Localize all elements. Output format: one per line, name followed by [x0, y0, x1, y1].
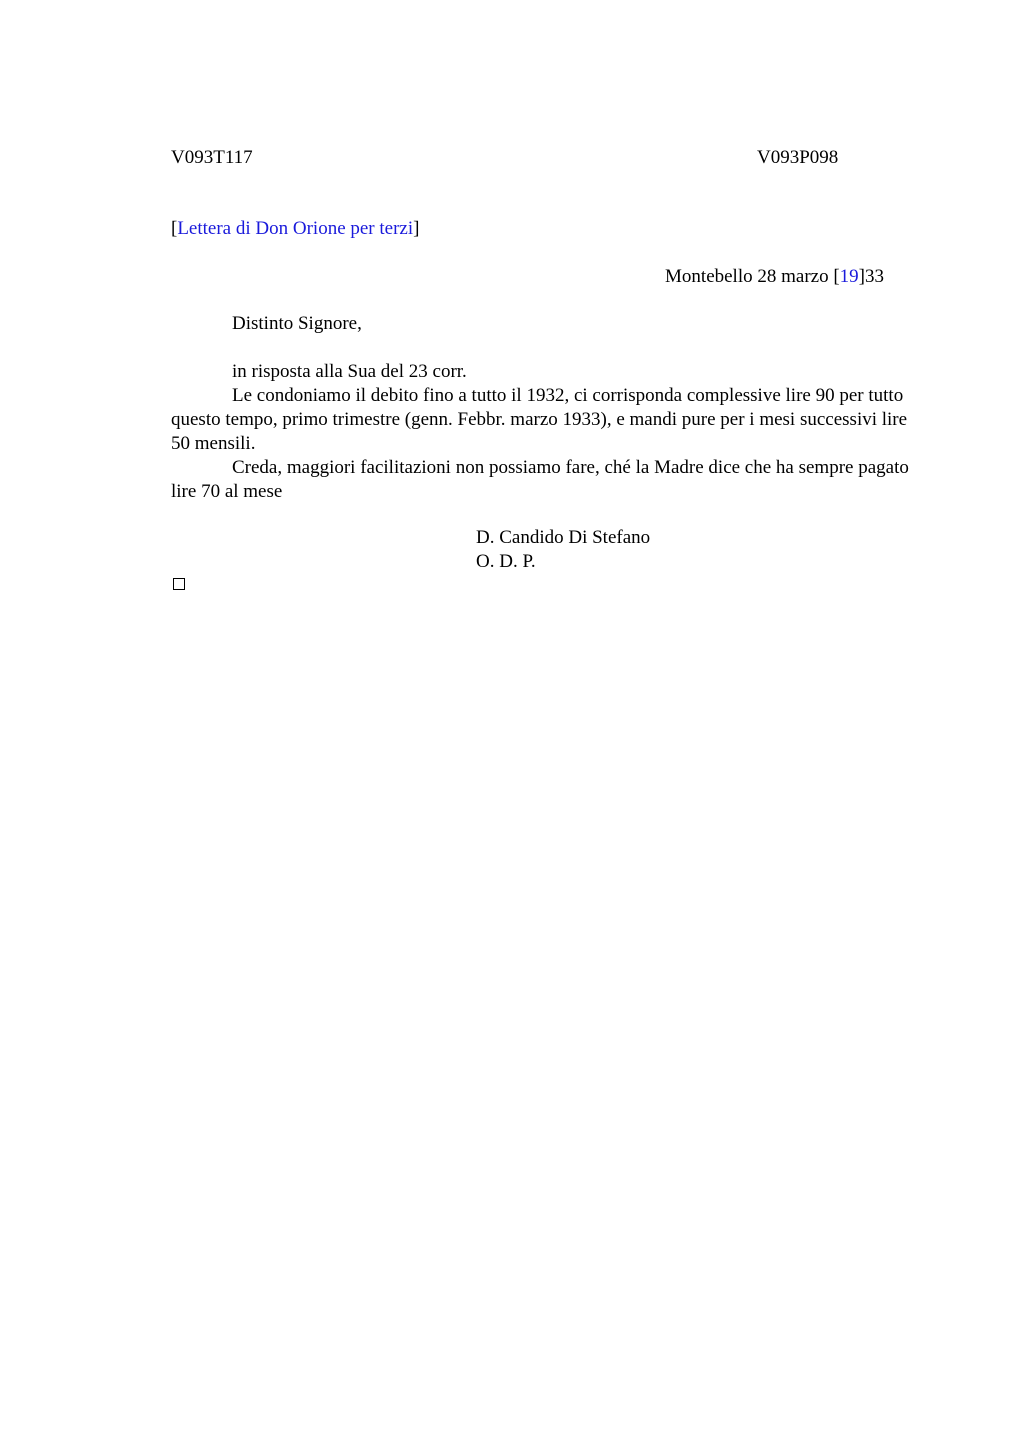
dateline-year: ]33 [858, 266, 884, 287]
signature-order: O. D. P. [476, 551, 536, 572]
title-close-bracket: ] [413, 218, 420, 239]
end-marker-box-icon [173, 578, 185, 590]
paragraph: Le condoniamo il debito fino a tutto il 1932, ci corrisponda complessive lire 90 per tutto questo tempo, primo trimestre (genn. Febbr. marzo 1933), e mandi pure per i mesi successivi lire 50 mensili. [171, 385, 908, 454]
dateline-place-date: Montebello 28 marzo [ [665, 266, 840, 287]
document-code-right: V093P098 [757, 147, 839, 168]
paragraph: in risposta alla Sua del 23 corr. [232, 361, 467, 382]
salutation: Distinto Signore, [232, 313, 362, 334]
letter-body [171, 360, 923, 504]
paragraph: Creda, maggiori facilitazioni non possiamo fare, ché la Madre dice che ha sempre pagato lire 70 al mese [171, 457, 909, 502]
dateline [665, 265, 884, 289]
document-code-left: V093T117 [171, 147, 253, 168]
title-open-bracket: [ [171, 218, 178, 239]
dateline-century: 19 [839, 266, 859, 287]
letter-title [171, 217, 419, 241]
title-text: Lettera di Don Orione per terzi [177, 218, 414, 239]
signature-name: D. Candido Di Stefano [476, 527, 651, 548]
